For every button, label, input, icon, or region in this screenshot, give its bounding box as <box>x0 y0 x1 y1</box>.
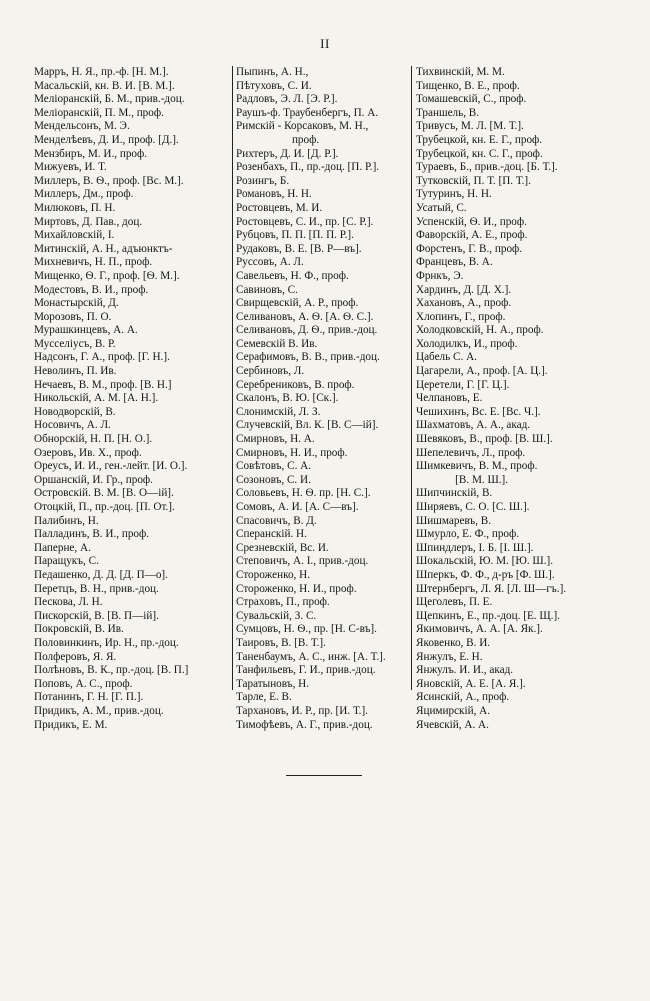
contributor-entry: Розенбахъ, П., пр.-доц. [П. Р.]. <box>236 161 380 174</box>
contributor-entry: Михневичъ, Н. П., проф. <box>34 256 153 269</box>
contributor-entry: Отоцкій, П., пр.-доц. [П. От.]. <box>34 501 175 513</box>
contributor-entry: Фаворскій, А. Е., проф. <box>416 229 528 242</box>
contributor-entry: Мурашкинцевъ, А. А. <box>34 324 138 337</box>
contributor-entry: Шишмаревъ, В. <box>416 514 492 527</box>
contributor-entry: Шахматовъ, А. А., акад. <box>416 419 531 432</box>
contributor-entry: Цагарели, А., проф. [А. Ц.]. <box>416 365 548 378</box>
footer-rule <box>286 775 362 776</box>
contributor-entry: Семевскій В. Ив. <box>236 337 318 350</box>
contributor-entry: Яцимирскій, А. <box>416 704 491 717</box>
contributor-entry: Шпиндлеръ, І. Б. [І. Ш.]. <box>416 541 534 554</box>
contributor-entry: Ширяевъ, С. О. [С. Ш.]. <box>416 501 530 513</box>
contributor-entry: Покровскій, В. Ив. <box>34 623 124 636</box>
contributor-entry: Холодилкъ, И., проф. <box>416 337 518 350</box>
contributor-entry: Якимовичъ, А. А. [А. Як.]. <box>416 623 543 636</box>
contributors-column-2 <box>236 66 410 732</box>
contributor-entry: Полѣновъ, В. К., пр.-доц. [В. П.] <box>34 664 189 677</box>
contributor-entry: Масальскій, кн. В. И. [В. М.]. <box>34 79 175 92</box>
contributor-entry: Руссовъ, А. Л. <box>236 256 304 269</box>
contributor-entry: Смирновъ, Н. И., проф. <box>236 446 348 459</box>
contributor-entry: Серафимовъ, В. В., прив.-доц. <box>236 351 380 364</box>
contributor-entry: Придикъ, Е. М. <box>34 718 108 731</box>
contributor-entry: Модестовъ, В. И., проф. <box>34 283 149 296</box>
contributor-entry: Хахановъ, А., проф. <box>416 297 512 310</box>
contributor-entry: Шепелевичъ, Л., проф. <box>416 446 526 459</box>
contributor-entry: Паперне, А. <box>34 541 91 554</box>
contributor-entry: Мищенко, Ѳ. Г., проф. [Ѳ. М.]. <box>34 269 180 282</box>
contributor-entry: Скалонъ, В. Ю. [Ск.]. <box>236 392 339 405</box>
contributor-entry: Яковенко, В. И. <box>416 636 491 649</box>
contributor-entry: Хлопинъ, Г., проф. <box>416 310 506 323</box>
contributor-entry: Неволинъ, П. Ив. <box>34 365 117 378</box>
contributor-entry: Таненбаумъ, А. С., инж. [А. Т.]. <box>236 650 386 663</box>
contributor-entry: Успенскій, Ѳ. И., проф. <box>416 215 527 228</box>
contributor-entry: Спасовичъ, В. Д. <box>236 514 317 527</box>
contributor-entry: Щепкинъ, Е., пр.-доц. [Е. Щ.]. <box>416 609 560 622</box>
contributor-entry: Розингъ, Б. <box>236 174 290 187</box>
contributor-entry: Мусселіусъ, В. Р. <box>34 337 116 350</box>
contributor-entry: Перетцъ, В. Н., прив.-доц. <box>34 582 159 595</box>
contributor-entry: Шмурло, Е. Ф., проф. <box>416 528 520 541</box>
contributor-entry: Сербиновъ, Л. <box>236 365 305 378</box>
contributor-entry: Фрнкъ, Э. <box>416 269 464 282</box>
contributor-entry: Носовичъ, А. Л. <box>34 419 111 432</box>
contributor-entry: Рихтеръ, Д. И. [Д. Р.]. <box>236 147 339 160</box>
contributor-entry: Тархановъ, И. Р., пр. [И. Т.]. <box>236 704 368 717</box>
contributor-entry: Пыпинъ, А. Н., <box>236 66 309 78</box>
contributor-entry: Свирщевскій, А. Р., проф. <box>236 297 359 310</box>
contributor-entry: Созоновъ, С. И. <box>236 473 311 486</box>
contributor-entry: Трубецкой, кн. Е. Г., проф. <box>416 133 543 146</box>
contributor-entry: Францевъ, В. А. <box>416 256 493 269</box>
contributor-entry: Палладинъ, В. И., проф. <box>34 528 150 541</box>
contributor-entry: Морозовъ, П. О. <box>34 310 112 323</box>
contributor-entry: Обнорскій, Н. П. [Н. О.]. <box>34 433 153 446</box>
contributor-entry: Сумцовъ, Н. Ѳ., пр. [Н. С-въ]. <box>236 623 377 636</box>
contributor-entry: Полферовъ, Я. Я. <box>34 650 117 663</box>
contributor-entry: Церетели, Г. [Г. Ц.]. <box>416 378 510 391</box>
contributor-entry: Тураевъ, Б., прив.-доц. [Б. Т.]. <box>416 161 558 174</box>
contributor-entry: Таратыновъ, Н. <box>236 677 310 690</box>
contributor-entry: Тихвинскій, М. М. <box>416 66 505 78</box>
contributor-entry: Сперанскій. Н. <box>236 528 307 541</box>
contributor-entry: Оршанскій, И. Гр., проф. <box>34 473 153 486</box>
contributor-entry: проф. <box>236 133 320 146</box>
contributor-entry: Мижуевъ, И. Т. <box>34 161 107 174</box>
contributor-entry: Янжулъ. И. И., акад. <box>416 664 514 677</box>
contributor-entry: Янжулъ, Е. Н. <box>416 650 483 663</box>
contributor-entry: Тищенко, В. Е., проф. <box>416 79 520 92</box>
contributor-entry: Пискорскій, В. [В. П—ій]. <box>34 609 159 622</box>
page-number: II <box>320 36 330 51</box>
contributor-entry: Соловьевъ, Н. Ѳ. пр. [Н. С.]. <box>236 487 371 500</box>
contributor-entry: Селивановъ, А. Ѳ. [А. Ѳ. С.]. <box>236 310 374 323</box>
contributor-entry: Митинскій, А. Н., адъюнктъ- <box>34 242 173 255</box>
contributor-entry: Тутуринъ, Н. Н. <box>416 188 492 201</box>
contributor-entry: Тривусъ, М. Л. [М. Т.]. <box>416 120 524 133</box>
contributor-entry: Случевскій, Вл. К. [В. С—ій]. <box>236 419 379 432</box>
contributor-entry: Шокальскій, Ю. М. [Ю. Ш.]. <box>416 555 554 568</box>
contributor-entry: Меліоранскій, П. М., проф. <box>34 106 164 119</box>
contributor-entry: Нечаевъ, В. М., проф. [В. Н.] <box>34 378 172 391</box>
contributor-entry: Раушъ-ф. Траубенбергъ, П. А. <box>236 106 379 119</box>
contributor-entry: Стороженко, Н. <box>236 568 311 581</box>
contributor-entry: Рудаковъ, В. Е. [В. Р—въ]. <box>236 242 362 255</box>
contributor-entry: Совѣтовъ, С. А. <box>236 460 312 473</box>
contributor-entry: Цабель С. А. <box>416 351 477 364</box>
contributor-entry: Римскій - Корсаковъ, М. Н., <box>236 120 369 133</box>
contributor-entry: Селивановъ, Д. Ѳ., прив.-доц. <box>236 324 378 337</box>
contributor-entry: Монастырскій, Д. <box>34 297 119 310</box>
contributor-entry: Пескова, Л. Н. <box>34 596 103 609</box>
contributor-entry: Палибинъ, Н. <box>34 514 99 527</box>
contributor-entry: Мендельсонъ, М. Э. <box>34 120 130 133</box>
contributor-entry: Челпановъ, Е. <box>416 392 483 405</box>
contributor-entry: Траншель, В. <box>416 106 480 119</box>
contributor-entry: Усатый, С. <box>416 201 467 214</box>
contributor-entry: Рубцовъ, П. П. [П. П. Р.]. <box>236 229 354 242</box>
contributor-entry: Миллеръ, Дм., проф. <box>34 188 134 201</box>
contributor-entry: Поповъ, А. С., проф. <box>34 677 133 690</box>
contributor-entry: Таировъ, В. [В. Т.]. <box>236 636 326 649</box>
contributor-entry: Островскій. В. М. [В. О—ій]. <box>34 487 174 500</box>
contributor-entry: Пѣтуховъ, С. И. <box>236 79 312 92</box>
contributor-entry: Паращукъ, С. <box>34 555 99 568</box>
contributor-entry: Марръ, Н. Я., пр.-ф. [Н. М.]. <box>34 66 169 78</box>
contributor-entry: Щеголевъ, П. Е. <box>416 596 493 609</box>
contributors-column-1 <box>34 66 231 732</box>
contributor-entry: Ячевскій, А. А. <box>416 718 489 731</box>
contributor-entry: Тимофѣевъ, А. Г., прив.-доц. <box>236 718 373 731</box>
contributor-entry: Мензбиръ, М. И., проф. <box>34 147 148 160</box>
contributor-entry: Холодковскій, Н. А., проф. <box>416 324 544 337</box>
contributor-entry: Форстенъ, Г. В., проф. <box>416 242 523 255</box>
column-divider-1 <box>232 66 233 690</box>
contributor-entry: Милюковъ, П. Н. <box>34 201 116 214</box>
contributor-entry: Сувальскій, З. С. <box>236 609 317 622</box>
contributor-entry: Надсонъ, Г. А., проф. [Г. Н.]. <box>34 351 170 364</box>
contributor-entry: Смирновъ, Н. А. <box>236 433 315 446</box>
contributor-entry: Чешихинъ, Вс. Е. [Вс. Ч.]. <box>416 405 541 418</box>
contributor-entry: Потанинъ, Г. Н. [Г. П.]. <box>34 691 144 704</box>
contributor-entry: Стороженко, Н. И., проф. <box>236 582 357 595</box>
contributor-entry: Романовъ, Н. Н. <box>236 188 312 201</box>
contributor-entry: Томашевскій, С., проф. <box>416 93 527 106</box>
contributor-entry: Озеровъ, Ив. Х., проф. <box>34 446 142 459</box>
contributors-column-3 <box>416 66 620 732</box>
contributor-entry: Страховъ, П., проф. <box>236 596 330 609</box>
contributor-entry: Яновскій, А. Е. [А. Я.]. <box>416 677 526 690</box>
contributor-entry: Миллеръ, В. Ѳ., проф. [Вс. М.]. <box>34 174 184 187</box>
contributor-entry: Ясинскій, А., проф. <box>416 691 510 704</box>
contributor-entry: Степовичъ, А. І., прив.-доц. <box>236 555 369 568</box>
contributor-entry: Серебрениковъ, В. проф. <box>236 378 355 391</box>
contributor-entry: Хардинъ, Д. [Д. Х.]. <box>416 283 512 296</box>
column-divider-2 <box>411 66 412 690</box>
contributor-entry: Срезневскій, Вс. И. <box>236 541 329 554</box>
contributor-entry: Меліоранскій, Б. М., прив.-доц. <box>34 93 185 106</box>
contributor-entry: Сомовъ, А. И. [А. С—въ]. <box>236 501 359 513</box>
contributor-entry: Тарле, Е. В. <box>236 691 292 704</box>
contributor-entry: Ростовцевъ, С. И., пр. [С. Р.]. <box>236 215 374 228</box>
contributor-entry: Ростовцевъ, М. И. <box>236 201 323 214</box>
contributor-entry: Новодворскій, В. <box>34 405 116 418</box>
contributor-entry: Половинкинъ, Ир. Н., пр.-доц. <box>34 636 179 649</box>
contributor-entry: Шевяковъ, В., проф. [В. Ш.]. <box>416 433 553 446</box>
contributor-entry: Ореусъ, И. И., ген.-лейт. [И. О.]. <box>34 460 188 473</box>
contributor-entry: Шимкевичъ, В. М., проф. <box>416 460 538 473</box>
contributor-entry: Савельевъ, Н. Ф., проф. <box>236 269 349 282</box>
contributor-entry: Радловъ, Э. Л. [Э. Р.]. <box>236 93 338 106</box>
contributor-entry: Педашенко, Д. Д. [Д. П—о]. <box>34 568 168 581</box>
contributor-entry: [В. М. Ш.]. <box>416 473 509 486</box>
contributor-entry: Савиновъ, С. <box>236 283 298 296</box>
contributor-entry: Никольскій, А. М. [А. Н.]. <box>34 392 159 405</box>
contributor-entry: Трубецкой, кн. С. Г., проф. <box>416 147 543 160</box>
contributor-entry: Придикъ, А. М., прив.-доц. <box>34 704 164 717</box>
contributor-entry: Шперкъ, Ф. Ф., д-ръ [Ф. Ш.]. <box>416 568 555 581</box>
contributor-entry: Шипчинскій, В. <box>416 487 493 500</box>
contributor-entry: Тутковскій, П. Т. [П. Т.]. <box>416 174 531 187</box>
contributor-entry: Михайловскій, І. <box>34 229 115 242</box>
contributor-entry: Слонимскій, Л. З. <box>236 405 321 418</box>
contributor-entry: Менделѣевъ, Д. И., проф. [Д.]. <box>34 133 179 146</box>
contributor-entry: Миртовъ, Д. Пав., доц. <box>34 215 143 228</box>
contributor-entry: Танфильевъ, Г. И., прив.-доц. <box>236 664 376 677</box>
contributor-entry: Штернбергъ, Л. Я. [Л. Ш—гъ.]. <box>416 582 567 595</box>
